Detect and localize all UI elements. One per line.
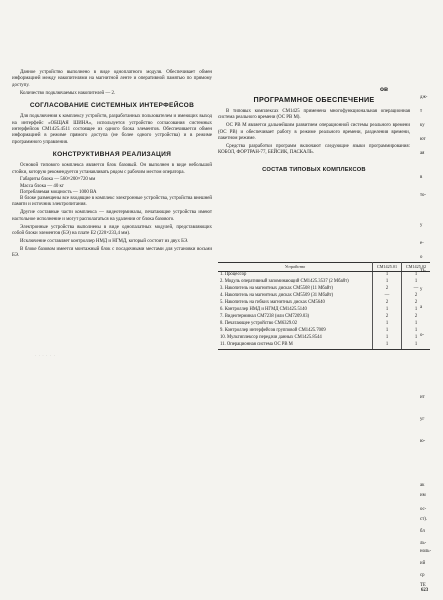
spec-line: Потребляемая мощность — 1000 ВА [20,189,97,195]
table-row [218,314,430,321]
section-heading-software: ПРОГРАММНОЕ ОБЕСПЕЧЕНИЕ [253,95,375,104]
section-heading-construction: КОНСТРУКТИВНАЯ РЕАЛИЗАЦИЯ [52,151,172,159]
table-header-variant-02: СМ1425.02 [402,263,431,272]
construction-paragraph: В блоке базовом имеется монтажный блок с посадочными местами для установки восьми БЭ. [12,246,212,259]
table-row [218,335,430,342]
construction-paragraph: Другие составные части комплекса — видеотерминалы, печатающие устройства имеют настольное исполнение и могут располагаться на удалении от блока базового. [12,210,212,222]
margin-fragment: уг [420,417,425,422]
table-row [218,293,430,300]
margin-fragment: е- [420,241,424,246]
section-heading-table: СОСТАВ ТИПОВЫХ КОМПЛЕКСОВ [262,166,366,173]
margin-fragment: ю- [420,439,426,444]
margin-fragment: а [420,305,423,310]
count-01: 2 [373,286,402,293]
count-01: 1 [373,328,402,335]
count-02: 1 [402,271,431,278]
count-02: 1 [402,335,431,342]
count-02: 1 [402,279,431,286]
table-header-variant-01: СМ1425.01 [373,263,402,272]
interfaces-paragraph: Для подключения к комплексу устройств, разработанных пользователем и имеющих выход на интерфейс «ОБЩАЯ ШИНА», используется устройство согласования системных интерфейсов СМ1425.4511 состоящее из одного блока элементов. Обеспечивается обмен информацией в режиме прямого доступа (не более одного устройства) и в режиме программного управления. [12,114,212,145]
table-header-device: Устройство [218,263,373,272]
margin-fragment: ТЕ [420,583,426,588]
count-01: — [373,293,402,300]
table-row [218,286,430,293]
section-heading-interfaces: СОГЛАСОВАНИЕ СИСТЕМНЫХ ИНТЕРФЕЙСОВ [29,102,195,110]
device-name: 1. Процессор [220,272,247,278]
count-01: 1 [373,335,402,342]
margin-fragment: ос- [420,507,427,512]
right-margin-fragments [416,95,442,595]
device-name: 5. Накопитель на гибких магнитных дисках СМ5640 [220,300,325,306]
table-row [218,328,430,335]
intro-paragraph: Данное устройство выполнено в виде одноплатного модуля. Обеспечивает обмен информацией между накопителями на магнитной ленте и оперативной памятью по прямому доступу. [12,70,212,88]
margin-fragment: ср [420,573,425,578]
table-header-row [218,263,430,272]
table-row [218,307,430,314]
page-number: 623 [421,588,429,593]
count-02: 2 [402,300,431,307]
margin-fragment: дж- [420,95,428,100]
margin-fragment: о- [420,333,424,338]
margin-fragment: бл [420,529,425,534]
margin-fragment: ют [420,137,426,142]
device-name: 11. Операционная система ОС РВ М [218,342,373,349]
margin-fragment: ст). [420,517,428,522]
table-row [218,321,430,328]
margin-fragment: т [420,109,423,114]
count-02: 1 [402,307,431,314]
table-row [218,342,430,349]
margin-fragment: ит [420,395,425,400]
table-row [218,300,430,307]
margin-fragment: в [420,175,423,180]
software-paragraph: ОС РВ М является дальнейшим развитием операционной системы реального времени (ОС РВ) и обеспечивает работу в режиме реального времени, разделения времени, пакетном режиме. [218,123,410,142]
count-02: 2 [402,293,431,300]
header-fragment: ов [380,86,388,93]
count-01: 2 [373,300,402,307]
device-name: 7. Видеотерминал СМ7238 (или СМ7209.03) [220,314,310,320]
right-column [218,90,410,179]
spec-line: Габариты блока — 560×200×720 мм [20,177,96,183]
intro-paragraph: Количество подключаемых накопителей — 2. [20,90,116,96]
count-02: 1 [402,321,431,328]
count-01: 1 [373,342,402,349]
construction-paragraph: Основой типового комплекса является блок базовый. Он выполнен в виде небольшой стойки, которую рекомендуется устанавливать рядом с рабочим местом оператора. [12,163,212,175]
count-01: 1 [373,321,402,328]
margin-fragment: то- [420,193,427,198]
ink-speck: · · · · · · [35,354,56,358]
construction-paragraph: Исключение составляет контроллер НМД и НГМД, который состоит из двух БЭ. [20,239,189,245]
margin-fragment: о [420,255,423,260]
table-row [218,279,430,286]
device-name: 8. Печатающее устройство СМ6329.02 [220,321,298,327]
construction-paragraph: В блоке размещены все входящие в комплекс электронные устройства, устройства внешней памяти и источник электропитания. [12,196,212,208]
margin-fragment: у [420,223,423,228]
left-column [12,70,212,261]
software-paragraph: Средства разработки программ включают следующие языки программирования: КОБОЛ, ФОРТРАН-77, БЕЙСИК, ПАСКАЛЬ. [218,144,410,156]
margin-fragment: ТЬ. [420,269,427,274]
software-paragraph: В типовых комплексах СМ1425 применена многофункциональная операционная система реального времени (ОС РВ М). [218,109,410,121]
margin-fragment: им [420,493,426,498]
margin-fragment: ая [420,151,425,156]
device-name: 4. Накопитель на магнитных дисках СМ5509 (31 Мбайт) [220,293,334,299]
margin-fragment: у [420,287,423,292]
device-name: 3. Накопитель на магнитных дисках СМ5508 (11 Мбайт) [220,286,333,292]
count-02: — [402,286,431,293]
device-name: 2. Модуль оперативный запоминающий СМ1425.3537 (2 Мбайт) [220,279,349,285]
count-02: 1 [402,328,431,335]
margin-fragment: ль- [420,541,427,546]
construction-paragraph: Электронные устройства выполнены в виде однопалатных модулей, представляющих собой блоки элементов (БЭ) на плате Е2 (220×233,4 мм). [12,224,212,237]
device-name: 6. Контроллер НМД и НГМД СМ1425.5140 [220,307,307,313]
spec-line: Масса блока — 40 кг [20,183,64,189]
count-01: 1 [373,279,402,286]
device-name: 9. Контроллер интерфейсов групповой СМ1425.7009 [220,328,326,334]
table-row [218,271,430,278]
count-02: 2 [402,314,431,321]
device-name: 10. Мультиплексор передачи данных СМ1425.8544 [220,335,322,341]
count-02: 1 [402,342,431,349]
margin-fragment: ноль- [420,549,432,554]
margin-fragment: ку [420,123,425,128]
count-01: 2 [373,314,402,321]
composition-table [218,262,430,350]
margin-fragment: ак [420,483,425,488]
margin-fragment: ий [420,561,426,566]
count-01: 1 [373,307,402,314]
count-01: 1 [373,271,402,278]
